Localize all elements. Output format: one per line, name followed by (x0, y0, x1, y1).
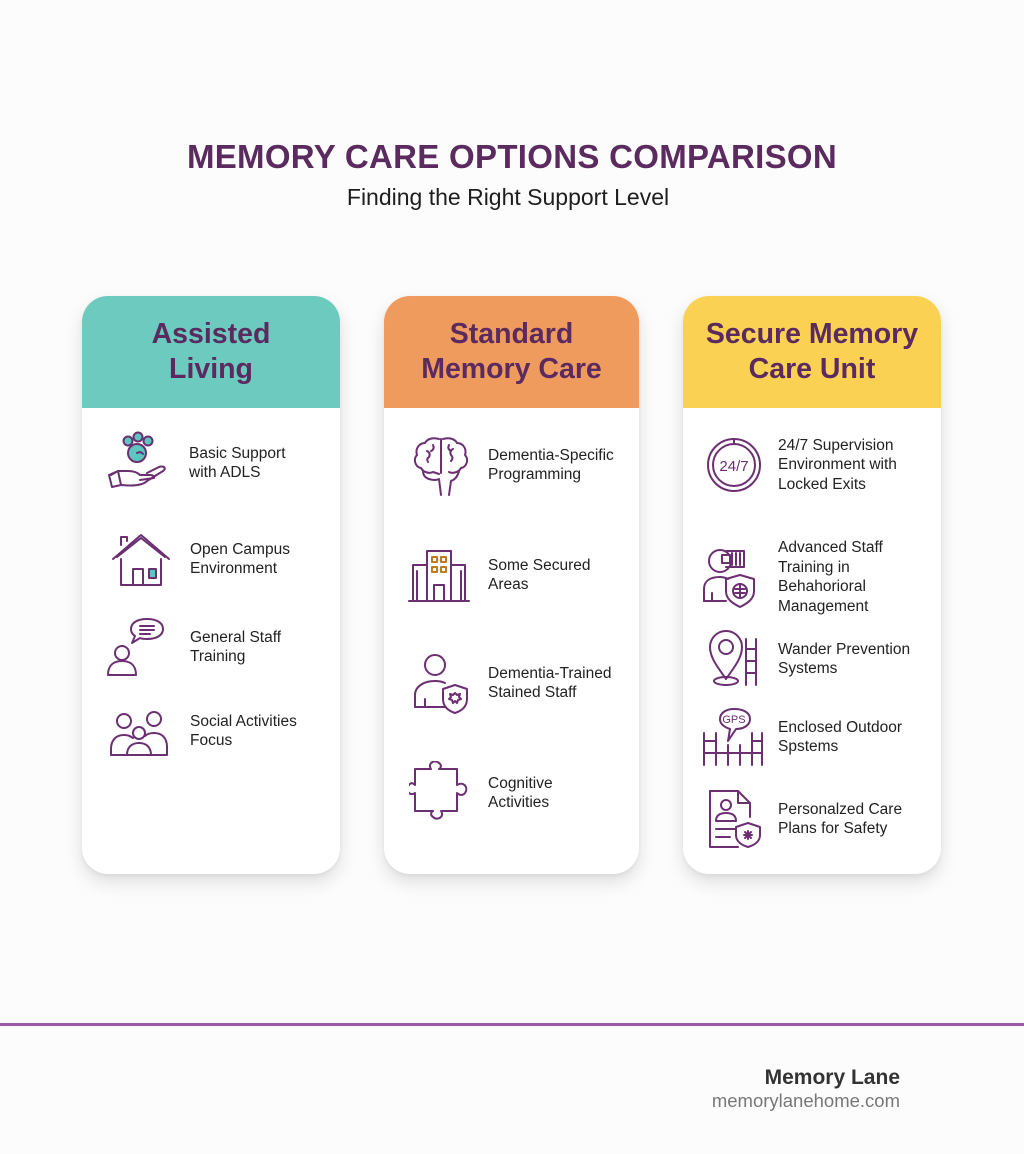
feature-item (406, 542, 639, 608)
card-standard-memory-care (384, 296, 639, 874)
feature-item (701, 432, 941, 498)
svg-text:GPS: GPS (722, 714, 746, 726)
person-shield-icon (408, 650, 474, 716)
card-header-assisted-living (82, 296, 340, 408)
feature-label: Cognitive Activities (488, 774, 553, 811)
feature-label: Personalzed Care Plans for Safety (778, 800, 903, 837)
card-title: Assisted Living (151, 318, 271, 385)
person-speech-bubble-icon (102, 614, 168, 680)
hand-with-paw-icon (106, 430, 172, 496)
footer-divider (0, 1023, 1024, 1026)
puzzle-piece-icon (408, 760, 474, 826)
feature-label: Dementia-Trained Stained Staff (488, 664, 612, 701)
care-plan-document-icon (703, 786, 769, 852)
footer-url[interactable]: memorylanehome.com (711, 1090, 900, 1111)
card-header-standard-memory-care (384, 296, 639, 408)
svg-text:24/7: 24/7 (719, 458, 749, 475)
feature-label: Some Secured Areas (488, 556, 591, 593)
group-people-icon (106, 698, 172, 764)
card-header-secure-memory-care-unit (683, 296, 941, 408)
feature-item (106, 698, 340, 764)
feature-label: Social Activities Focus (190, 712, 297, 749)
feature-item (108, 526, 340, 592)
feature-label: Basic Support with ADLS (189, 444, 286, 481)
brain-head-icon (408, 432, 474, 498)
feature-item (701, 626, 941, 692)
card-assisted-living (82, 296, 340, 874)
feature-label: Wander Prevention Systems (778, 640, 911, 677)
feature-item (703, 786, 941, 852)
staff-training-shield-icon (701, 544, 767, 610)
clock-24-7-icon (701, 432, 767, 498)
feature-label: 24/7 Supervision Environment with Locked Exits (778, 436, 897, 493)
feature-item (701, 538, 941, 616)
card-secure-memory-care-unit (683, 296, 941, 874)
feature-label: Dementia-Specific Programming (488, 446, 614, 483)
feature-label: Enclosed Outdoor Spstems (778, 718, 903, 755)
house-icon (108, 526, 174, 592)
location-pin-fence-icon (701, 626, 767, 692)
feature-label: General Staff Training (190, 628, 282, 665)
feature-item (408, 432, 639, 498)
feature-item (408, 650, 639, 716)
gps-fence-icon (701, 704, 767, 770)
feature-label: Open Campus Environment (190, 540, 290, 577)
page-title: MEMORY CARE OPTIONS COMPARISON (186, 138, 838, 175)
feature-item (102, 614, 340, 680)
feature-item (106, 430, 340, 496)
page-subtitle: Finding the Right Support Level (346, 184, 670, 210)
feature-label: Advanced Staff Training in Behahorioral Management (778, 539, 883, 615)
footer-brand: Memory Lane (764, 1066, 900, 1089)
feature-item (408, 760, 639, 826)
card-title: Secure Memory Care Unit (705, 318, 919, 385)
card-title: Standard Memory Care (421, 318, 602, 385)
feature-item (701, 704, 941, 770)
building-icon (406, 542, 472, 608)
